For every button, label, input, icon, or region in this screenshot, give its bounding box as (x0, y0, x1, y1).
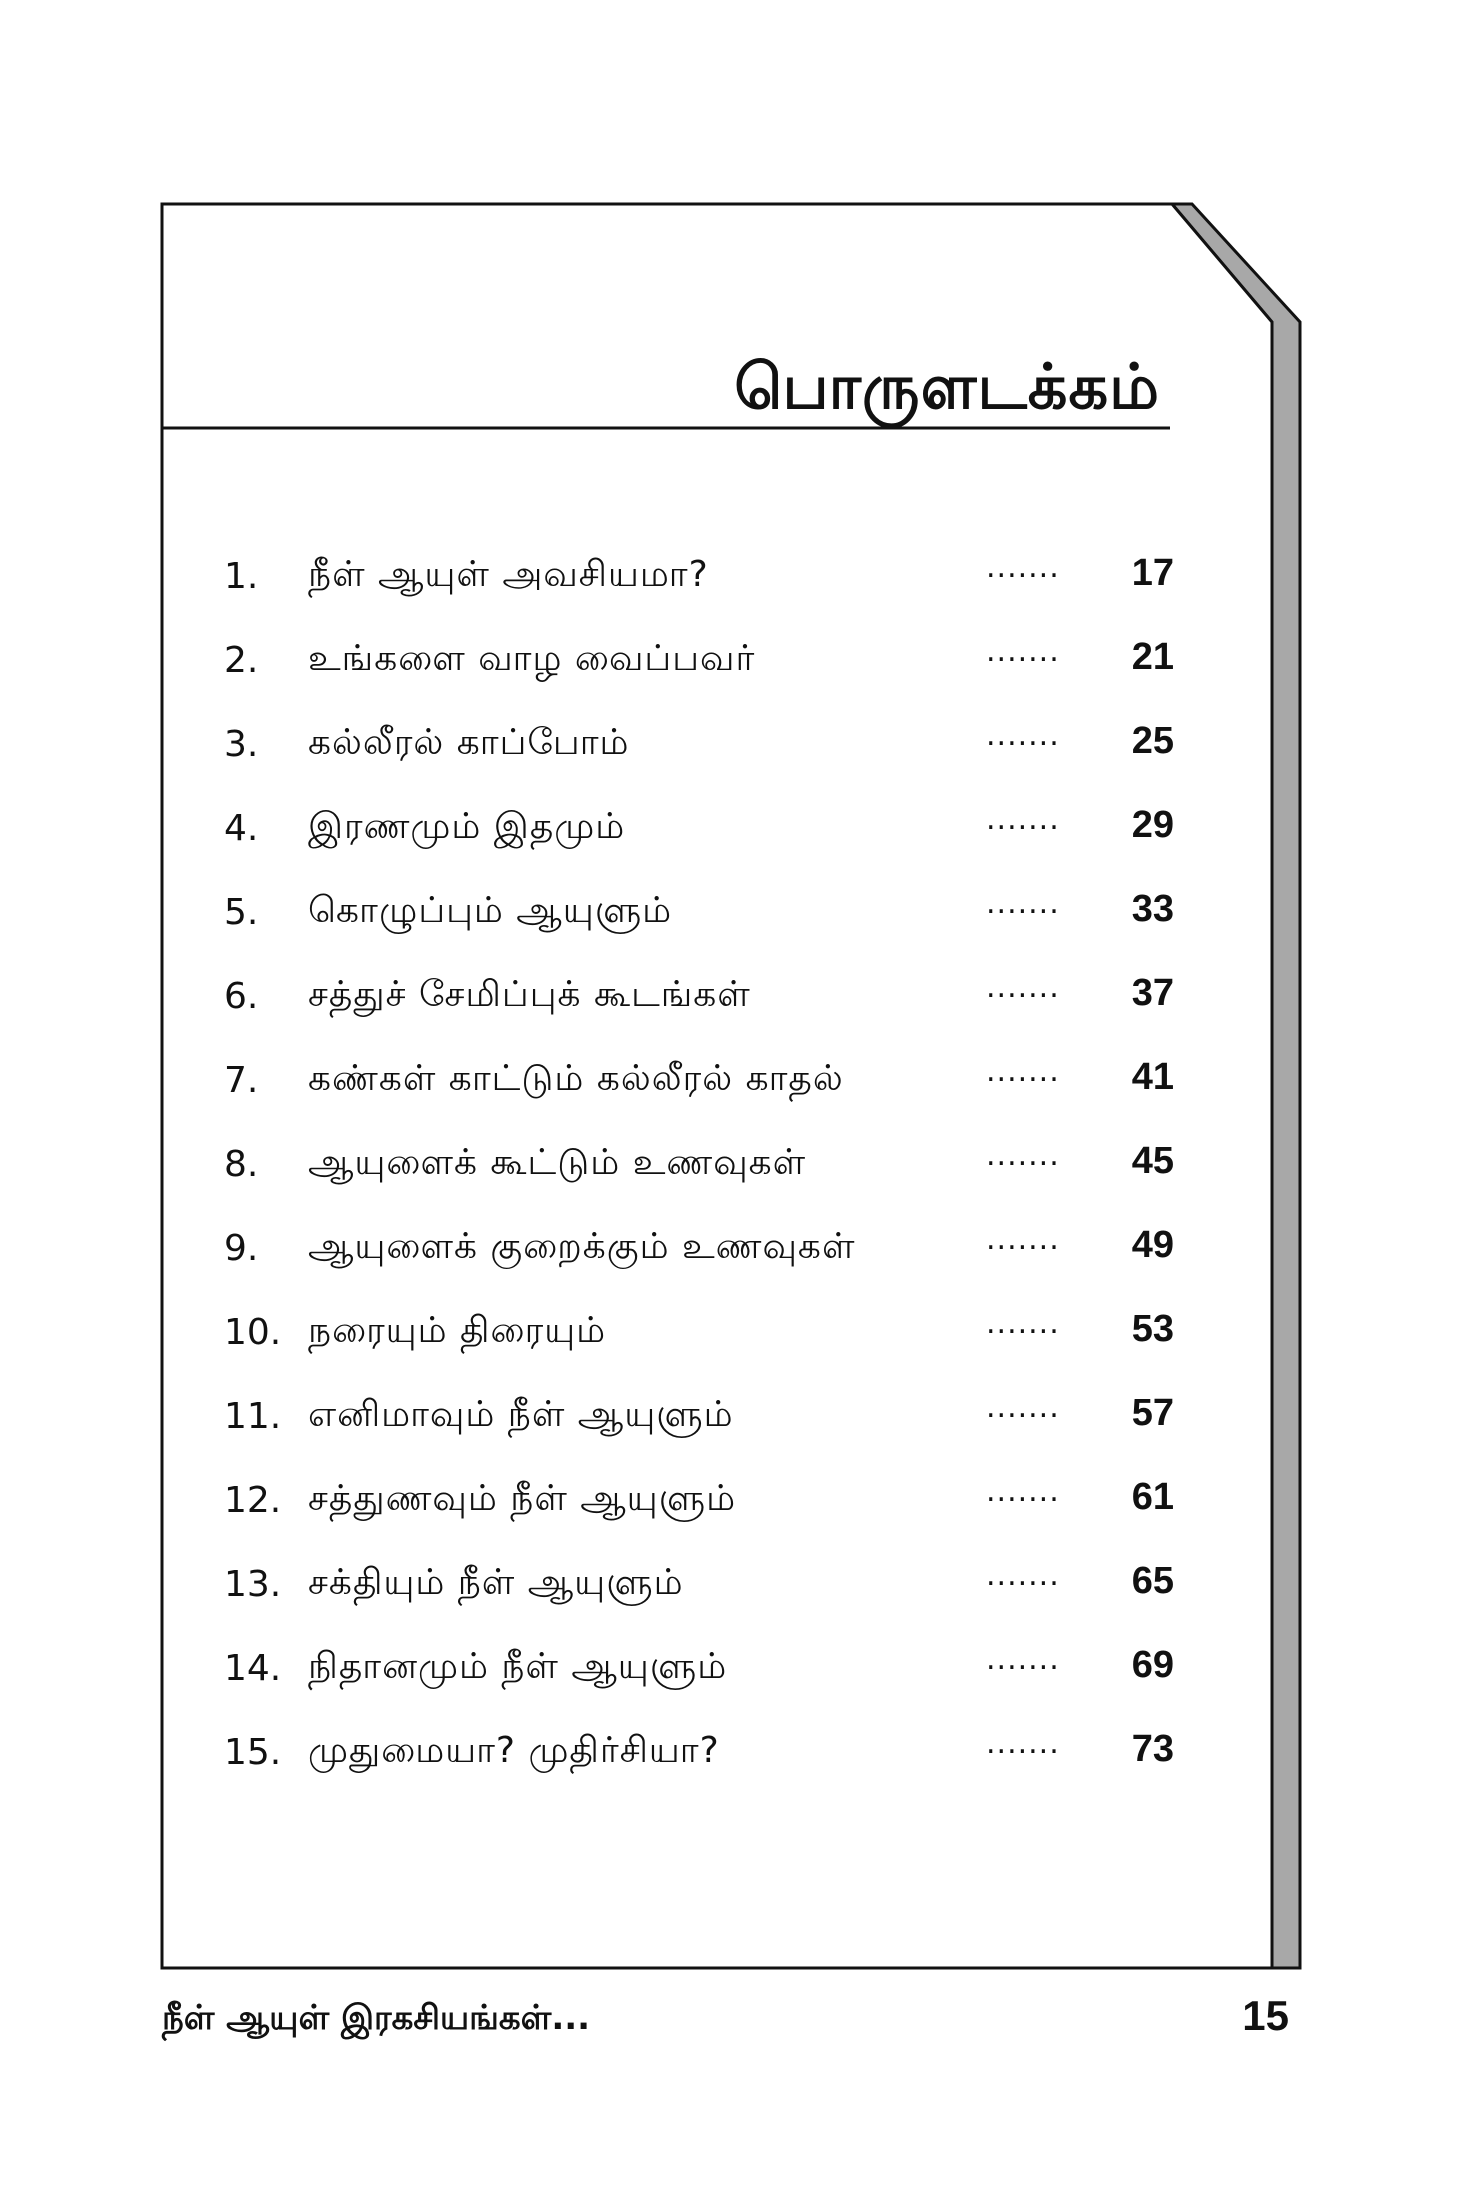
toc-row[interactable] (210, 634, 1190, 718)
table-of-contents (210, 550, 1190, 1810)
toc-chapter-title: சத்துணவும் நீள் ஆயுளும் (308, 1478, 737, 1519)
toc-number: 9. (224, 1228, 259, 1269)
toc-chapter-title: நரையும் திரையும் (308, 1310, 607, 1351)
toc-number: 8. (224, 1144, 259, 1185)
toc-number: 11. (224, 1396, 282, 1437)
running-footer-title: நீள் ஆயுள் இரகசியங்கள்... (162, 1998, 591, 2038)
toc-number: 1. (224, 556, 259, 597)
toc-page-number: 49 (1131, 1224, 1174, 1266)
toc-number: 7. (224, 1060, 259, 1101)
toc-chapter-title: ஆயுளைக் கூட்டும் உணவுகள் (308, 1142, 807, 1183)
toc-page-number: 41 (1131, 1056, 1174, 1098)
toc-page-number: 69 (1131, 1644, 1174, 1686)
toc-leader-dots: ....... (986, 1138, 1060, 1173)
toc-page-number: 53 (1131, 1308, 1174, 1350)
toc-row[interactable] (210, 1222, 1190, 1306)
toc-chapter-title: சத்துச் சேமிப்புக் கூடங்கள் (308, 974, 751, 1015)
toc-chapter-title: நிதானமும் நீள் ஆயுளும் (308, 1646, 728, 1687)
toc-number: 10. (224, 1312, 282, 1353)
toc-row[interactable] (210, 550, 1190, 634)
toc-chapter-title: கொழுப்பும் ஆயுளும் (308, 890, 673, 931)
toc-page-number: 25 (1131, 720, 1174, 762)
toc-chapter-title: சக்தியும் நீள் ஆயுளும் (308, 1562, 684, 1603)
toc-page-number: 37 (1131, 972, 1174, 1014)
toc-row[interactable] (210, 1306, 1190, 1390)
toc-chapter-title: இரணமும் இதமும் (308, 806, 626, 847)
toc-page-number: 73 (1131, 1728, 1174, 1770)
toc-row[interactable] (210, 1558, 1190, 1642)
toc-row[interactable] (210, 1642, 1190, 1726)
toc-leader-dots: ....... (986, 1306, 1060, 1341)
toc-leader-dots: ....... (986, 1222, 1060, 1257)
toc-row[interactable] (210, 1054, 1190, 1138)
page-title: பொருளடக்கம் (734, 350, 1160, 423)
toc-leader-dots: ....... (986, 1474, 1060, 1509)
toc-number: 4. (224, 808, 259, 849)
toc-row[interactable] (210, 970, 1190, 1054)
toc-row[interactable] (210, 886, 1190, 970)
toc-leader-dots: ....... (986, 1390, 1060, 1425)
toc-page-number: 17 (1131, 552, 1174, 594)
toc-chapter-title: நீள் ஆயுள் அவசியமா? (308, 554, 709, 595)
toc-number: 6. (224, 976, 259, 1017)
toc-number: 13. (224, 1564, 282, 1605)
toc-chapter-title: கண்கள் காட்டும் கல்லீரல் காதல் (308, 1058, 844, 1099)
toc-page-number: 61 (1131, 1476, 1174, 1518)
toc-chapter-title: ஆயுளைக் குறைக்கும் உணவுகள் (308, 1226, 856, 1267)
toc-number: 2. (224, 640, 259, 681)
toc-page-number: 21 (1131, 636, 1174, 678)
toc-leader-dots: ....... (986, 1726, 1060, 1761)
toc-number: 14. (224, 1648, 282, 1689)
toc-leader-dots: ....... (986, 1642, 1060, 1677)
toc-leader-dots: ....... (986, 718, 1060, 753)
toc-leader-dots: ....... (986, 802, 1060, 837)
toc-page-number: 65 (1131, 1560, 1174, 1602)
toc-number: 3. (224, 724, 259, 765)
toc-page-number: 29 (1131, 804, 1174, 846)
toc-chapter-title: எனிமாவும் நீள் ஆயுளும் (308, 1394, 734, 1435)
toc-chapter-title: முதுமையா? முதிர்சியா? (308, 1730, 720, 1771)
toc-row[interactable] (210, 1726, 1190, 1810)
toc-page-number: 57 (1131, 1392, 1174, 1434)
toc-row[interactable] (210, 1390, 1190, 1474)
toc-leader-dots: ....... (986, 970, 1060, 1005)
folio-page-number: 15 (1242, 1992, 1289, 2039)
toc-leader-dots: ....... (986, 1054, 1060, 1089)
toc-number: 5. (224, 892, 259, 933)
toc-number: 15. (224, 1732, 282, 1773)
toc-leader-dots: ....... (986, 886, 1060, 921)
toc-page-number: 33 (1131, 888, 1174, 930)
toc-leader-dots: ....... (986, 634, 1060, 669)
toc-chapter-title: உங்களை வாழ வைப்பவர் (308, 638, 756, 679)
toc-row[interactable] (210, 1138, 1190, 1222)
toc-row[interactable] (210, 1474, 1190, 1558)
toc-leader-dots: ....... (986, 550, 1060, 585)
toc-number: 12. (224, 1480, 282, 1521)
toc-row[interactable] (210, 802, 1190, 886)
toc-row[interactable] (210, 718, 1190, 802)
toc-page-number: 45 (1131, 1140, 1174, 1182)
toc-leader-dots: ....... (986, 1558, 1060, 1593)
toc-chapter-title: கல்லீரல் காப்போம் (308, 722, 630, 763)
